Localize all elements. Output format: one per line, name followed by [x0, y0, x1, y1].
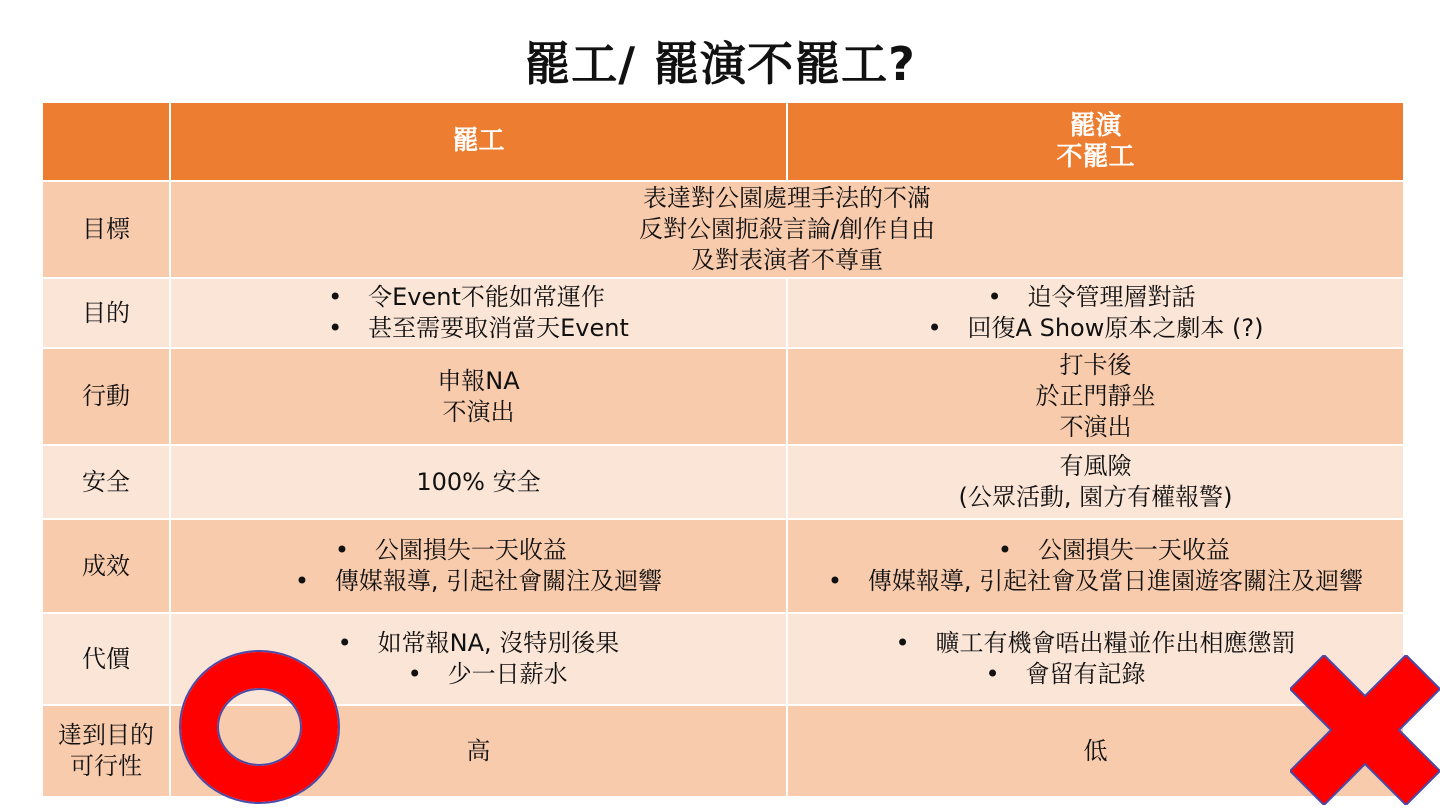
- action-strike-cell: [170, 348, 787, 445]
- header-sit-in-line2: 不罷工: [1056, 141, 1135, 172]
- goal-row: [42, 181, 1404, 278]
- list-item: • 甚至需要取消當天Event: [328, 313, 629, 344]
- red-circle-icon: [181, 652, 338, 802]
- list-item: • 公園損失一天收益: [335, 535, 662, 566]
- list-item: • 曠工有機會唔出糧並作出相應懲罰: [896, 628, 1296, 659]
- cost-sit-in-list: [896, 628, 1296, 690]
- action-line: 不演出: [1059, 413, 1132, 441]
- feasibility-label: [42, 705, 170, 797]
- list-item: • 公園損失一天收益: [998, 535, 1363, 566]
- feasibility-sit-in-cell: 低: [787, 705, 1404, 797]
- header-strike: 罷工: [170, 102, 787, 181]
- safety-row: [42, 445, 1404, 519]
- effect-sit-in-cell: [787, 519, 1404, 613]
- list-item: • 令Event不能如常運作: [328, 282, 629, 313]
- goal-label: 目標: [42, 181, 170, 278]
- goal-line: 表達對公園處理手法的不滿: [643, 184, 931, 212]
- purpose-sit-in-list: [928, 282, 1264, 344]
- effect-label: 成效: [42, 519, 170, 613]
- list-item: • 少一日薪水: [408, 659, 620, 690]
- purpose-strike-cell: [170, 278, 787, 348]
- effect-strike-list: [295, 535, 662, 597]
- slide-title: 罷工/ 罷演不罷工?: [524, 37, 916, 91]
- goal-line: 及對表演者不尊重: [691, 246, 883, 274]
- safety-line: (公眾活動, 園方有權報警): [958, 483, 1233, 511]
- effect-strike-cell: [170, 519, 787, 613]
- list-item: • 迫令管理層對話: [988, 282, 1264, 313]
- header-row: [42, 102, 1404, 181]
- goal-line: 反對公園扼殺言論/創作自由: [638, 215, 936, 243]
- purpose-strike-list: [328, 282, 629, 344]
- cost-label: 代價: [42, 613, 170, 705]
- feasibility-strike-cell: 高: [170, 705, 787, 797]
- red-cross-icon: [1290, 655, 1440, 805]
- safety-line: 有風險: [1059, 452, 1132, 480]
- safety-line: 100% 安全: [416, 467, 541, 496]
- effect-row: [42, 519, 1404, 613]
- action-line: 不演出: [442, 397, 515, 426]
- action-row: [42, 348, 1404, 445]
- cost-strike-list: [338, 628, 620, 690]
- safety-sit-in-cell: [787, 445, 1404, 519]
- list-item: • 回復A Show原本之劇本 (?): [928, 313, 1264, 344]
- effect-sit-in-list: [828, 535, 1363, 597]
- header-sit-in-line1: 罷演: [1069, 110, 1122, 141]
- list-item: • 傳媒報導, 引起社會及當日進園遊客關注及迴響: [828, 566, 1363, 597]
- goal-merged-cell: [170, 181, 1404, 278]
- purpose-row: [42, 278, 1404, 348]
- action-line: 打卡後: [1059, 351, 1132, 379]
- safety-strike-cell: [170, 445, 787, 519]
- action-sit-in-cell: [787, 348, 1404, 445]
- feasibility-label-line1: 達到目的: [58, 721, 154, 749]
- action-line: 申報NA: [437, 366, 520, 395]
- safety-label: 安全: [42, 445, 170, 519]
- action-label: 行動: [42, 348, 170, 445]
- list-item: • 傳媒報導, 引起社會關注及迴響: [295, 566, 662, 597]
- purpose-sit-in-cell: [787, 278, 1404, 348]
- list-item: • 如常報NA, 沒特別後果: [338, 628, 620, 659]
- list-item: • 會留有記錄: [986, 659, 1296, 690]
- feasibility-label-line2: 可行性: [70, 752, 142, 780]
- purpose-label: 目的: [42, 278, 170, 348]
- header-sit-in: [787, 102, 1404, 181]
- action-line: 於正門靜坐: [1035, 382, 1156, 410]
- header-empty-cell: [42, 102, 170, 181]
